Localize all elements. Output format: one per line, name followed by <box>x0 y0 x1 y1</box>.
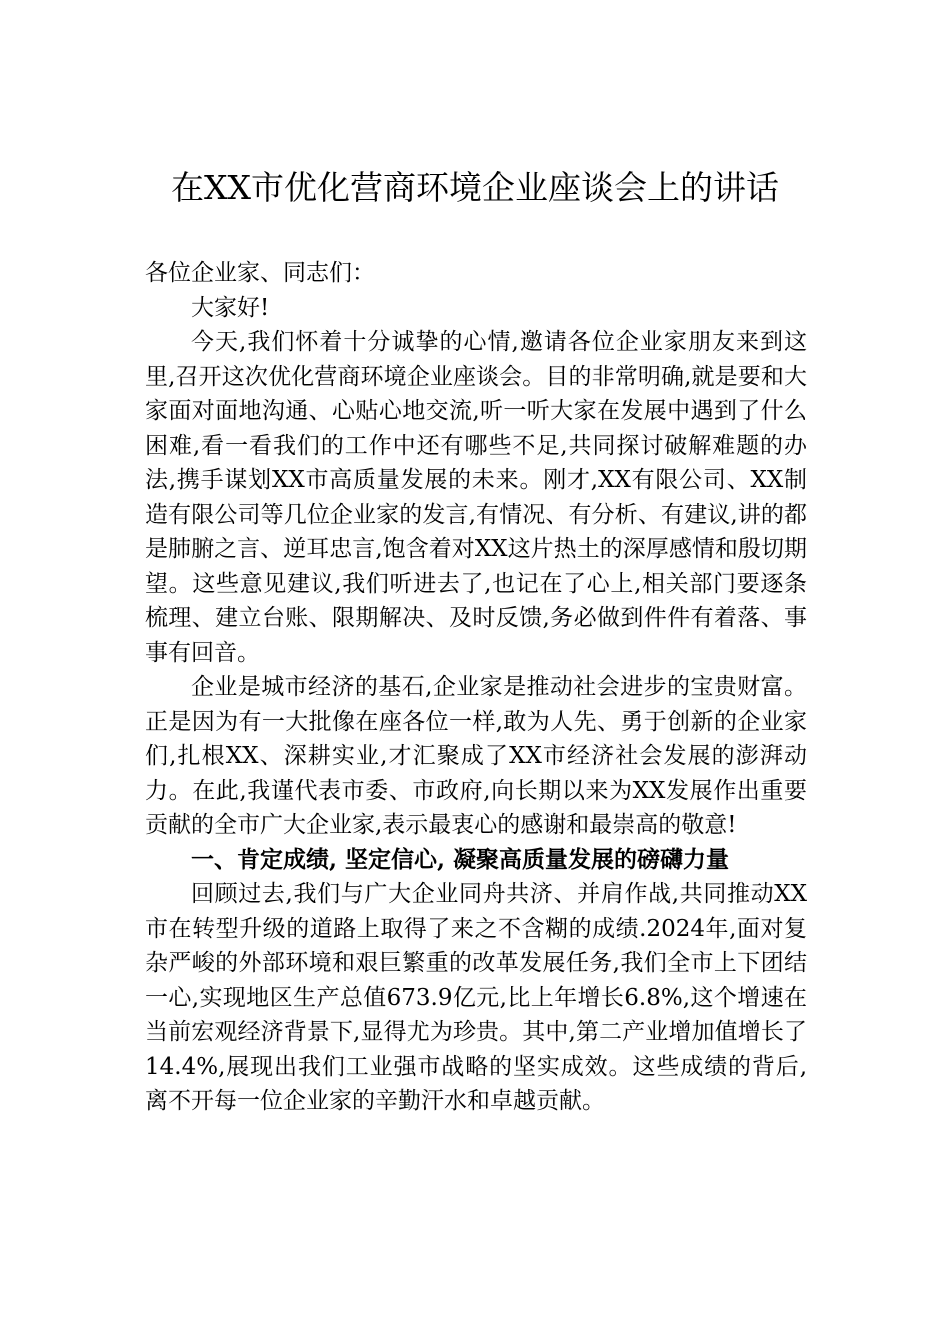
greeting: 大家好! <box>191 294 270 321</box>
paragraph-achievements: 回顾过去,我们与广大企业同舟共济、并肩作战,共同推动XX市在转型升级的道路上取得了来之不含糊的成绩.2024年,面对复杂严峻的外部环境和艰巨繁重的改革发展任务,我们全市上下团结一心,实现地区生产总值673.9亿元,比上年增长6.8%,这个增速在当前宏观经济背景下,显得尤为珍贵。其中,第二产业增加值增长了14.4%,展现出我们工业强市战略的坚实成效。这些成绩的背后,离不开每一位企业家的辛勤汗水和卓越贡献。 <box>145 881 807 1114</box>
salutation: 各位企业家、同志们： <box>145 260 375 286</box>
paragraph-intro: 今天,我们怀着十分诚挚的心情,邀请各位企业家朋友来到这里,召开这次优化营商环境企业座谈会。目的非常明确,就是要和大家面对面地沟通、心贴心地交流,听一听大家在发展中遇到了什么困难,看一看我们的工作中还有哪些不足,共同探讨破解难题的办法,携手谋划XX市高质量发展的未来。刚才,XX有限公司、XX制造有限公司等几位企业家的发言,有情况、有分析、有建议,讲的都是肺腑之言、逆耳忠言,饱含着对XX这片热土的深厚感情和殷切期望。这些意见建议,我们听进去了,也记在了心上,相关部门要逐条梳理、建立台账、限期解决、及时反馈,务必做到件件有着落、事事有回音。 <box>145 329 807 666</box>
paragraph-entrepreneurs: 企业是城市经济的基石,企业家是推动社会进步的宝贵财富。正是因为有一大批像在座各位一样,敢为人先、勇于创新的企业家们,扎根XX、深耕实业,才汇聚成了XX市经济社会发展的澎湃动力。在此,我谨代表市委、市政府,向长期以来为XX发展作出重要贡献的全市广大企业家,表示最衷心的感谢和最崇高的敬意! <box>145 674 807 838</box>
section-heading: 一、肯定成绩, 坚定信心, 凝聚高质量发展的磅礴力量 <box>191 845 730 873</box>
document-body <box>145 256 807 1119</box>
document-title: 在XX市优化营商环境企业座谈会上的讲话 <box>171 168 779 207</box>
